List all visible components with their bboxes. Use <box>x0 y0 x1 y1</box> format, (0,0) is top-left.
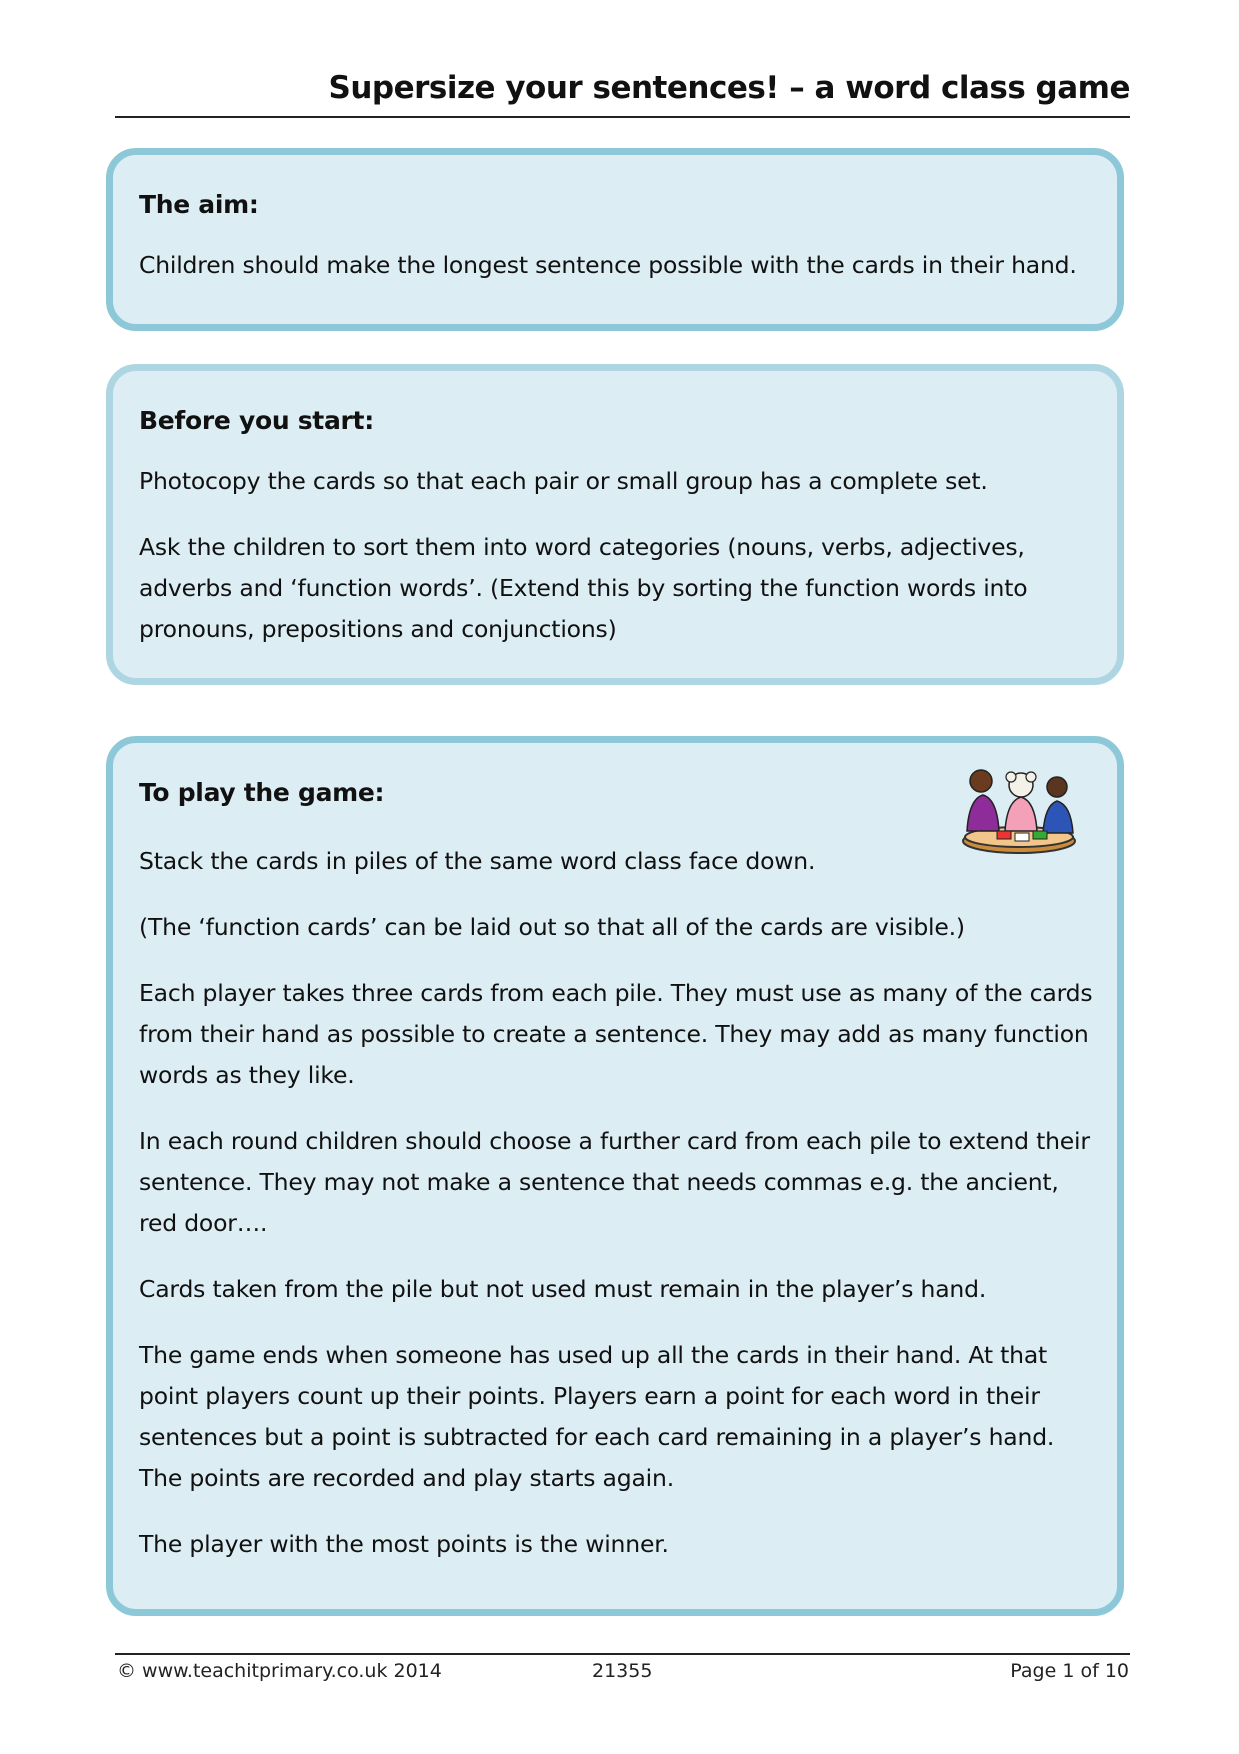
header-divider <box>115 116 1130 118</box>
footer-divider <box>115 1653 1130 1655</box>
footer-page-number: Page 1 of 10 <box>1010 1660 1129 1682</box>
before-paragraph: Photocopy the cards so that each pair or small group has a complete set. <box>139 467 988 495</box>
aim-text: Children should make the longest sentence possible with the cards in their hand. <box>139 251 1077 279</box>
footer-resource-code: 21355 <box>592 1660 653 1682</box>
play-paragraph: The game ends when someone has used up all the cards in their hand. At that point players count up their points. Players earn a point for each word in their sentences but a point is subtracted for each card remaining in a player’s hand. The points are recorded and play starts again. <box>139 1341 1055 1492</box>
play-paragraph: The player with the most points is the winner. <box>139 1530 669 1558</box>
play-paragraph: Stack the cards in piles of the same word class face down. <box>139 847 816 875</box>
aim-heading: The aim: <box>139 190 259 219</box>
play-paragraph: Each player takes three cards from each pile. They must use as many of the cards from their hand as possible to create a sentence. They may add as many function words as they like. <box>139 979 1093 1089</box>
play-the-game-panel <box>106 736 1124 1616</box>
children-playing-cards-illustration <box>959 761 1079 861</box>
play-paragraph: In each round children should choose a further card from each pile to extend their sentence. They may not make a sentence that needs commas e.g. the ancient, red door…. <box>139 1127 1090 1237</box>
play-heading: To play the game: <box>139 778 385 807</box>
before-paragraph: Ask the children to sort them into word categories (nouns, verbs, adjectives, adverbs and ‘function words’. (Extend this by sorting the function words into pronouns, prepositions and conjunctions) <box>139 533 1028 643</box>
aim-panel <box>106 148 1124 331</box>
play-paragraph: Cards taken from the pile but not used must remain in the player’s hand. <box>139 1275 987 1303</box>
before-heading: Before you start: <box>139 406 374 435</box>
before-you-start-panel <box>106 364 1124 685</box>
document-title: Supersize your sentences! – a word class game <box>328 70 1130 106</box>
footer-copyright: © www.teachitprimary.co.uk 2014 <box>117 1660 442 1682</box>
play-paragraph: (The ‘function cards’ can be laid out so that all of the cards are visible.) <box>139 913 965 941</box>
